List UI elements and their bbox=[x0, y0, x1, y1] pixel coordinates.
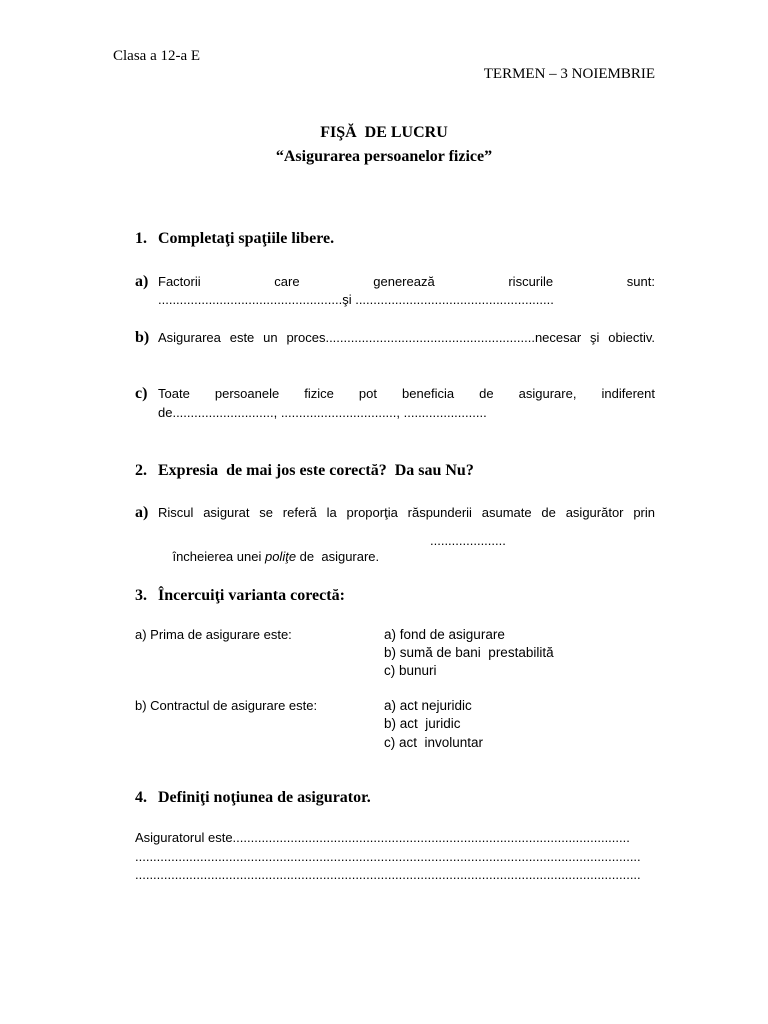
fill-in-blank-line: de............................, ................................, ....................... bbox=[158, 405, 487, 420]
item-text-line: Riscul asigurat se referă la proporţia răspunderii asumate de asigurător prin bbox=[158, 505, 655, 520]
section-heading: Expresia de mai jos este corectă? Da sau Nu? bbox=[158, 462, 474, 479]
class-label: Clasa a 12-a E bbox=[113, 48, 201, 64]
item-label: a) bbox=[135, 504, 149, 521]
answer-line: ............................................................................................................................................ bbox=[135, 867, 641, 882]
question-text: a) Prima de asigurare este: bbox=[135, 627, 292, 642]
answer-option: c) bunuri bbox=[384, 663, 437, 678]
item-text-line: Factorii care generează riscurile sunt: bbox=[158, 274, 655, 289]
answer-line: Asiguratorul este.............................................................................................................. bbox=[135, 830, 630, 845]
section-heading: Definiţi noţiunea de asigurator. bbox=[158, 789, 371, 806]
italic-term: poliţe bbox=[264, 549, 297, 564]
answer-option: a) fond de asigurare bbox=[384, 627, 505, 642]
answer-option: b) sumă de bani prestabilită bbox=[384, 645, 554, 660]
item-text-segment: de asigurare. bbox=[296, 549, 380, 564]
item-text-line: Toate persoanele fizice pot beneficia de asigurare, indiferent bbox=[158, 386, 655, 401]
answer-blank: ..................... bbox=[430, 533, 506, 548]
question-text: b) Contractul de asigurare este: bbox=[135, 698, 318, 713]
fill-in-blank-line: ...................................................şi ....................................................... bbox=[158, 292, 554, 307]
section-number: 2. bbox=[135, 462, 147, 479]
worksheet-title: FIŞĂ DE LUCRU bbox=[320, 124, 448, 141]
item-label: c) bbox=[135, 385, 148, 402]
worksheet-subtitle: “Asigurarea persoanelor fizice” bbox=[275, 148, 493, 165]
section-number: 1. bbox=[135, 230, 147, 247]
section-heading: Completaţi spaţiile libere. bbox=[158, 230, 335, 247]
item-text-line: Asigurarea este un proces..........................................................necesar şi obiectiv. bbox=[158, 330, 655, 345]
item-label: a) bbox=[135, 273, 149, 290]
item-label: b) bbox=[135, 329, 150, 346]
section-number: 4. bbox=[135, 789, 147, 806]
deadline-label: TERMEN – 3 NOIEMBRIE bbox=[483, 66, 655, 82]
answer-option: a) act nejuridic bbox=[384, 698, 472, 713]
answer-line: ............................................................................................................................................ bbox=[135, 849, 641, 864]
section-heading: Încercuiţi varianta corectă: bbox=[158, 587, 345, 604]
item-text-line bbox=[158, 533, 379, 581]
answer-option: c) act involuntar bbox=[384, 735, 484, 750]
item-text-segment: încheierea unei bbox=[172, 549, 265, 564]
answer-option: b) act juridic bbox=[384, 716, 461, 731]
section-number: 3. bbox=[135, 587, 147, 604]
